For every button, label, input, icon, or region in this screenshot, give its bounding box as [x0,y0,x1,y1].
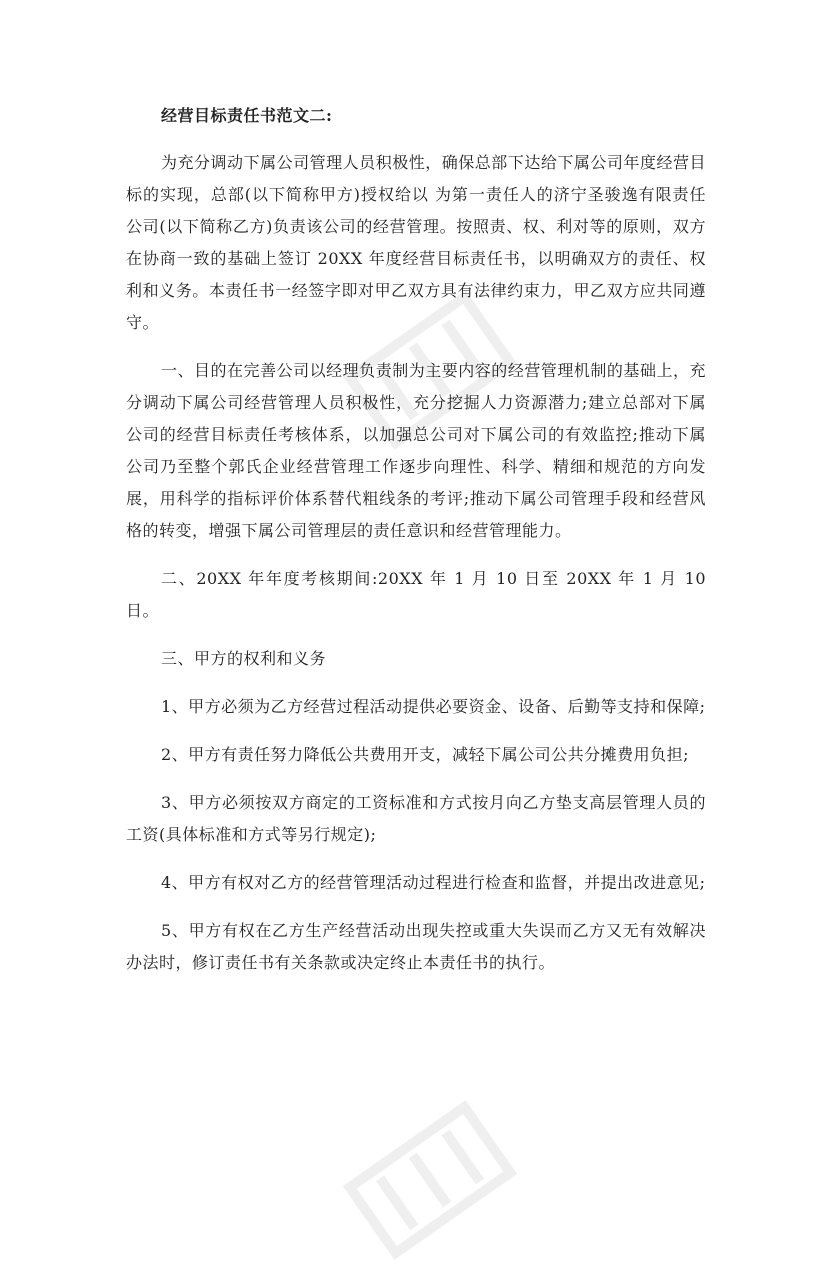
paragraph-item-3: 3、甲方必须按双方商定的工资标准和方式按月向乙方垫支高层管理人员的工资(具体标准和方式等另行规定); [126,793,706,844]
paragraph-section-1-purpose: 一、目的在完善公司以经理负责制为主要内容的经营管理机制的基础上，充分调动下属公司经营管理人员积极性，充分挖掘人力资源潜力;建立总部对下属公司的经营目标责任考核体系，以加强总公司对下属公司的有效监控;推动下属公司乃至整个郭氏企业经营管理工作逐步向理性、科学、精细和规范的方向发展，用科学的指标评价体系替代粗线条的考评;推动下属公司管理手段和经营风格的转变，增强下属公司管理层的责任意识和经营管理能力。 [126,361,706,540]
paragraph-item-5: 5、甲方有权在乙方生产经营活动出现失控或重大失误而乙方又无有效解决办法时，修订责任书有关条款或决定终止本责任书的执行。 [126,921,706,972]
paragraph-item-4: 4、甲方有权对乙方的经营管理活动过程进行检查和监督，并提出改进意见; [161,873,706,892]
paragraph-section-3-heading: 三、甲方的权利和义务 [161,649,327,668]
document-title: 经营目标责任书范文二: [161,106,333,125]
document-body [126,147,706,995]
paragraph-section-2-period: 二、20XX 年年度考核期间:20XX 年 1 月 10 日至 20XX 年 1 月 10 日。 [126,569,706,620]
paragraph-intro: 为充分调动下属公司管理人员积极性，确保总部下达给下属公司年度经营目标的实现，总部(以下简称甲方)授权给以 为第一责任人的济宁圣骏逸有限责任公司(以下简称乙方)负责该公司的经营管理。按照责、权、利对等的原则，双方在协商一致的基础上签订 20XX 年度经营目标责任书，以明确双方的责任、权利和义务。本责任书一经签字即对甲乙双方具有法律约束力，甲乙双方应共同遵守。 [126,153,706,332]
paragraph-item-1: 1、甲方必须为乙方经营过程活动提供必要资金、设备、后勤等支持和保障; [161,697,706,716]
paragraph-item-2: 2、甲方有责任努力降低公共费用开支，减轻下属公司公共分摊费用负担; [161,745,690,764]
watermark-stamp-icon-bottom [330,1080,530,1280]
